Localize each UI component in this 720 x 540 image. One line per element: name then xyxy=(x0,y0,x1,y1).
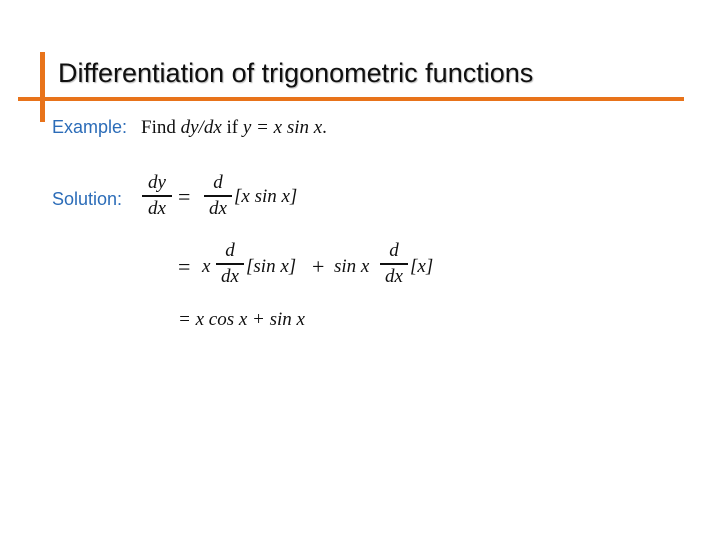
result-text: = x cos x + sin x xyxy=(178,309,305,330)
bracket-term xyxy=(410,256,433,278)
title-accent-horizontal-bar xyxy=(18,97,684,101)
find-word: Find xyxy=(141,117,176,138)
slide-title: Differentiation of trigonometric functions xyxy=(58,58,534,88)
bracket-term xyxy=(234,186,297,208)
d-dx-operator xyxy=(204,172,232,220)
operator-denominator: dx xyxy=(209,197,227,219)
bracket-expression: [x] xyxy=(410,256,434,277)
operator-denominator: dx xyxy=(221,265,239,287)
dy-dx-fraction xyxy=(142,172,172,220)
title-accent-vertical-bar xyxy=(40,52,45,122)
fraction-denominator: dx xyxy=(148,197,166,219)
plus-sign: + xyxy=(312,254,325,279)
fraction-bar xyxy=(142,195,172,197)
operator-numerator: d xyxy=(389,240,399,261)
operator-numerator: d xyxy=(213,172,223,193)
result-expression xyxy=(178,309,305,331)
operator-denominator: dx xyxy=(385,265,403,287)
if-word: if xyxy=(226,117,239,138)
example-statement xyxy=(141,117,327,139)
function-equation: y = x sin x xyxy=(242,117,323,138)
sin-expression: sin x xyxy=(334,256,370,277)
example-label: Example: xyxy=(52,117,128,137)
equals-sign: = xyxy=(178,184,191,209)
period: . xyxy=(322,117,327,138)
derivative-expression: dy/dx xyxy=(180,117,222,138)
fraction-bar xyxy=(204,195,232,197)
bracket-expression: [sin x] xyxy=(246,256,297,277)
bracket-expression: [x sin x] xyxy=(234,186,298,207)
sin-term xyxy=(334,256,369,278)
equals-sign: = xyxy=(178,254,191,279)
d-dx-operator xyxy=(380,240,408,288)
d-dx-operator xyxy=(216,240,244,288)
fraction-bar xyxy=(380,263,408,265)
solution-label: Solution: xyxy=(52,189,123,209)
fraction-bar xyxy=(216,263,244,265)
x-term xyxy=(202,256,210,278)
operator-numerator: d xyxy=(225,240,235,261)
bracket-term xyxy=(246,256,296,278)
fraction-numerator: dy xyxy=(148,172,166,193)
x-variable: x xyxy=(202,256,211,277)
